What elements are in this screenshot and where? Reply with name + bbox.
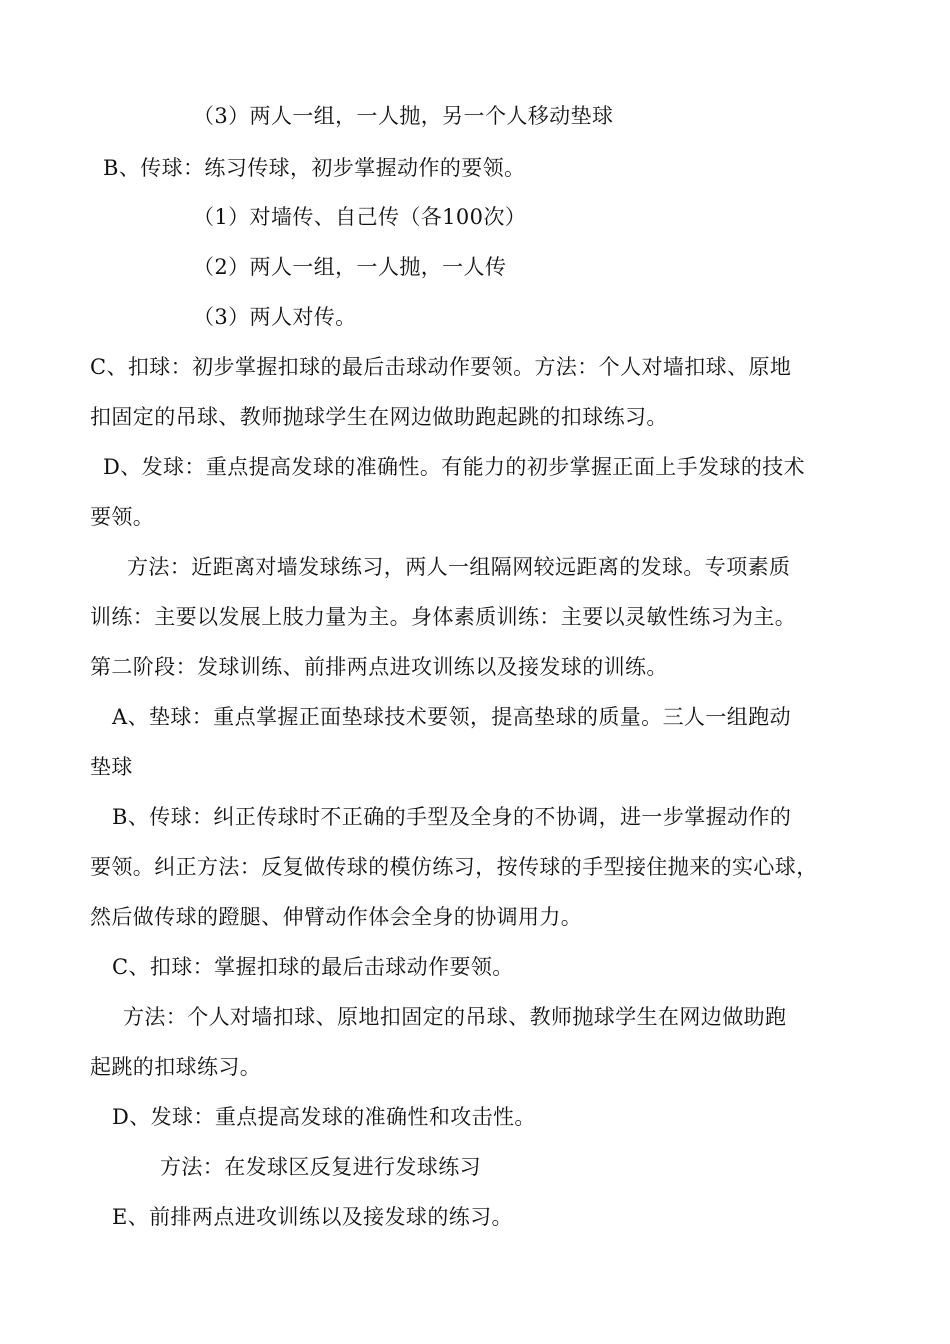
text-line: 方法：在发球区反复进行发球练习 (160, 1155, 481, 1179)
text-line: 训练：主要以发展上肢力量为主。身体素质训练：主要以灵敏性练习为主。 (90, 605, 797, 629)
text-line: A、垫球：重点掌握正面垫球技术要领，提高垫球的质量。三人一组跑动 (112, 705, 791, 729)
text-line: D、发球：重点提高发球的准确性和攻击性。 (112, 1105, 536, 1129)
text-line: （1）对墙传、自己传（各100次） (193, 205, 527, 229)
text-line: C、扣球：掌握扣球的最后击球动作要领。 (112, 955, 514, 979)
text-line: （2）两人一组，一人抛，一人传 (193, 255, 507, 279)
text-line: 起跳的扣球练习。 (90, 1055, 262, 1079)
text-line: B、传球：纠正传球时不正确的手型及全身的不协调，进一步掌握动作的 (112, 805, 792, 829)
text-line: C、扣球：初步掌握扣球的最后击球动作要领。方法：个人对墙扣球、原地 (90, 355, 792, 379)
section-heading: 第二阶段：发球训练、前排两点进攻训练以及接发球的训练。 (90, 655, 668, 679)
text-line: 扣固定的吊球、教师抛球学生在网边做助跑起跳的扣球练习。 (90, 405, 668, 429)
text-line: D、发球：重点提高发球的准确性。有能力的初步掌握正面上手发球的技术 (103, 455, 806, 479)
text-line: 要领。 (90, 505, 155, 529)
text-line: （3）两人一组，一人抛，另一个人移动垫球 (193, 104, 614, 128)
text-line: 方法：个人对墙扣球、原地扣固定的吊球、教师抛球学生在网边做助跑 (123, 1005, 787, 1029)
text-line: B、传球：练习传球，初步掌握动作的要领。 (103, 156, 526, 180)
text-line: 方法：近距离对墙发球练习，两人一组隔网较远距离的发球。专项素质 (127, 555, 791, 579)
text-line: （3）两人对传。 (193, 305, 357, 329)
text-line: 然后做传球的蹬腿、伸臂动作体会全身的协调用力。 (90, 905, 583, 929)
text-line: 要领。纠正方法：反复做传球的模仿练习，按传球的手型接住抛来的实心球， (90, 855, 818, 879)
text-line: 垫球 (90, 755, 133, 779)
text-line: E、前排两点进攻训练以及接发球的练习。 (112, 1205, 513, 1229)
